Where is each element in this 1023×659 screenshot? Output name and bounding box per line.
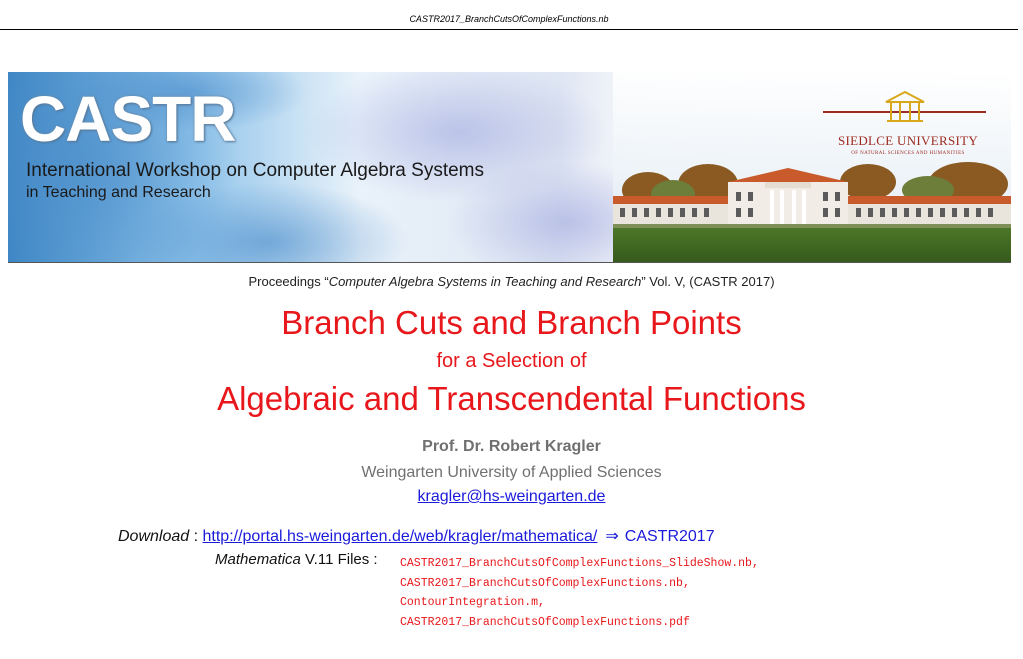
- author-email-row: [0, 488, 1023, 506]
- title-line2: for a Selection of: [436, 350, 587, 372]
- file-list-item: CASTR2017_BranchCutsOfComplexFunctions.pdf: [400, 615, 690, 629]
- author-affiliation: Weingarten University of Applied Sciences: [361, 464, 662, 481]
- right-arrow-icon: ⇒: [605, 528, 619, 545]
- proceedings-prefix: Proceedings “: [248, 274, 329, 289]
- title-line1: Branch Cuts and Branch Points: [281, 304, 742, 341]
- proceedings-title: Computer Algebra Systems in Teaching and Research: [328, 274, 642, 289]
- proceedings-line: [0, 274, 1023, 289]
- title-line3: Algebraic and Transcendental Functions: [217, 380, 806, 417]
- download-url-link[interactable]: http://portal.hs-weingarten.de/web/kragler/mathematica/: [202, 528, 598, 545]
- castr-logo: CASTR: [20, 83, 236, 155]
- file-list-item: CASTR2017_BranchCutsOfComplexFunctions.nb,: [400, 576, 690, 590]
- header-rule: [0, 29, 1018, 30]
- download-label: Download: [118, 528, 190, 545]
- download-folder-tag: CASTR2017: [624, 528, 715, 545]
- university-subtitle: OF NATURAL SCIENCES AND HUMANITIES: [851, 151, 965, 156]
- workshop-title-line2: in Teaching and Research: [26, 184, 211, 201]
- author-name: Prof. Dr. Robert Kragler: [422, 438, 601, 455]
- banner-bottom-rule: [8, 262, 1011, 263]
- workshop-title-line1: International Workshop on Computer Algebra Systems: [26, 160, 484, 181]
- file-list: [400, 554, 759, 632]
- download-separator: :: [189, 528, 203, 545]
- university-name: SIEDLCE UNIVERSITY: [837, 133, 979, 148]
- files-label-italic: Mathematica: [215, 551, 301, 568]
- files-label-rest: V.11 Files :: [300, 551, 378, 568]
- file-list-item: CASTR2017_BranchCutsOfComplexFunctions_SlideShow.nb,: [400, 557, 759, 570]
- file-list-item: ContourIntegration.m,: [400, 596, 545, 609]
- notebook-filename-header: CASTR2017_BranchCutsOfComplexFunctions.nb: [409, 14, 609, 24]
- proceedings-suffix: ” Vol. V, (CASTR 2017): [641, 274, 775, 289]
- download-row: [118, 526, 715, 546]
- author-email-link[interactable]: kragler@hs-weingarten.de: [417, 488, 606, 505]
- files-label: [215, 551, 378, 568]
